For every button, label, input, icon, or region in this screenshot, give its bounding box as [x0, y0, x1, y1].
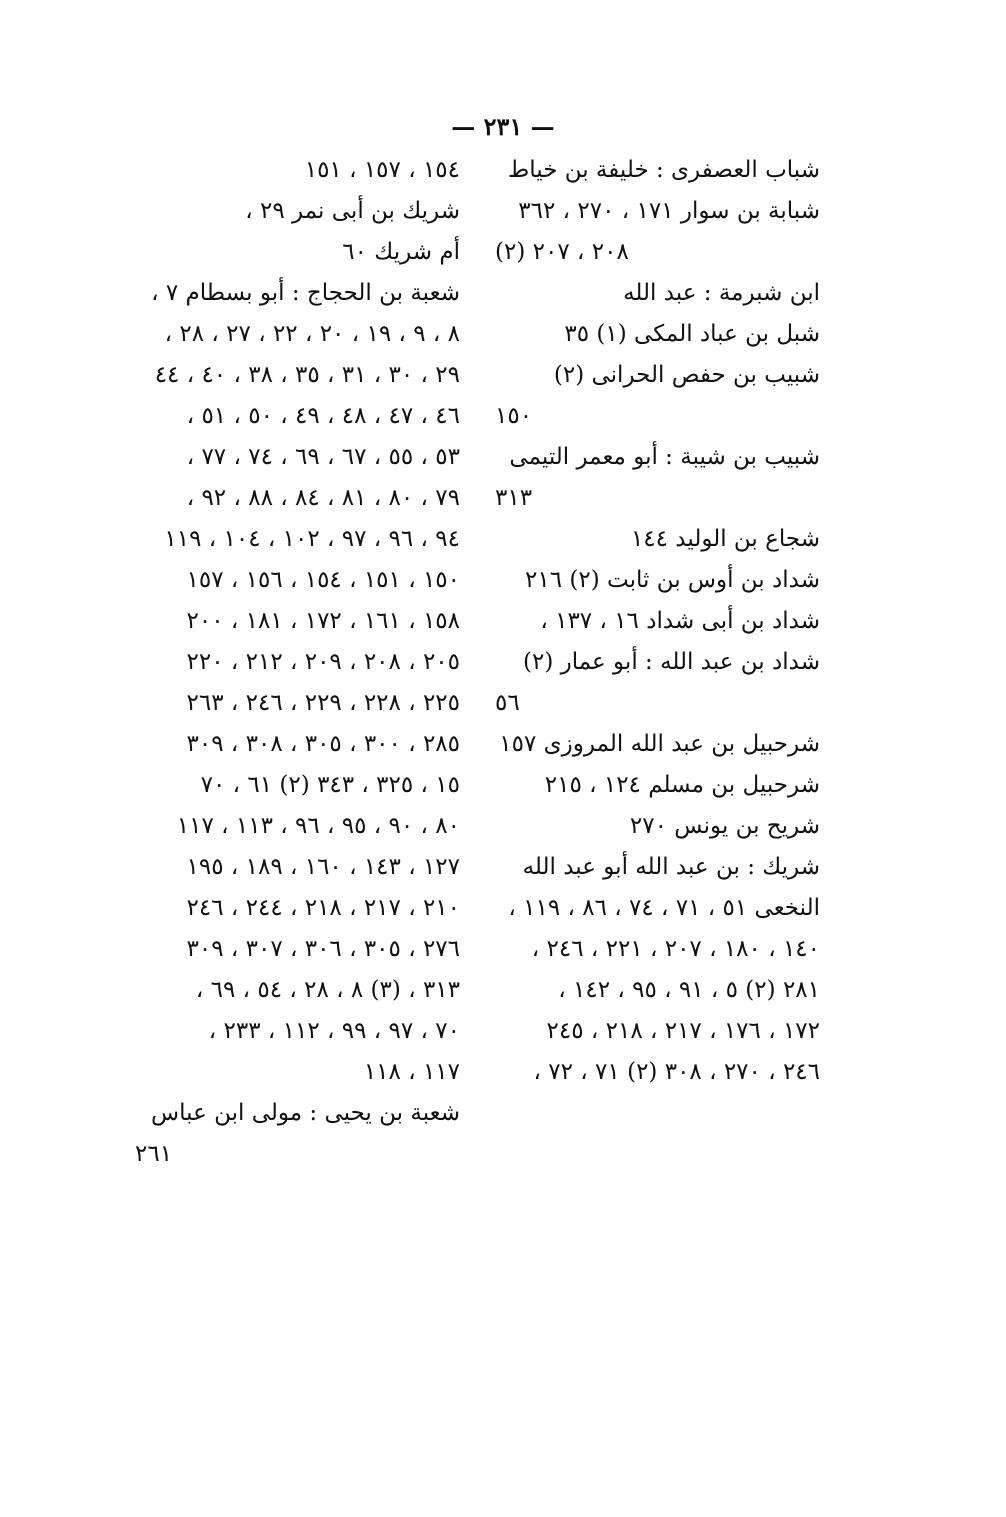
right-column-line: ٣١٣: [495, 485, 533, 511]
right-column-line: شداد بن عبد الله : أبو عمار (٢): [522, 649, 820, 675]
index-column-left: [135, 150, 460, 1175]
left-column-line: ١٢٧ ، ١٤٣ ، ١٦٠ ، ١٨٩ ، ١٩٥: [186, 854, 460, 880]
left-column-line: ٢٦١: [135, 1141, 173, 1167]
right-column-line: ٢٠٨ ، ٢٠٧ (٢): [495, 239, 629, 265]
right-column-line: ٢٤٦ ، ٢٧٠ ، ٣٠٨ (٢) ٧١ ، ٧٢ ،: [533, 1059, 820, 1085]
right-column-line: ٢٨١ (٢) ٥ ، ٩١ ، ٩٥ ، ١٤٢ ،: [558, 977, 820, 1003]
right-column-line: ١٥٠: [495, 403, 533, 429]
right-column-line: ١٤٠ ، ١٨٠ ، ٢٠٧ ، ٢٢١ ، ٢٤٦ ،: [531, 936, 820, 962]
index-column-right: [495, 150, 820, 1093]
right-column-line: شداد بن أوس بن ثابت (٢) ٢١٦: [524, 567, 820, 593]
left-column-line: ٥٣ ، ٥٥ ، ٦٧ ، ٦٩ ، ٧٤ ، ٧٧ ،: [186, 444, 460, 470]
right-column-line: ١٧٢ ، ١٧٦ ، ٢١٧ ، ٢١٨ ، ٢٤٥: [546, 1018, 820, 1044]
left-column-line: أم شريك ٦٠: [342, 239, 460, 265]
left-column-line: شريك بن أبى نمر ٢٩ ،: [245, 198, 460, 224]
left-column-line: ٢١٠ ، ٢١٧ ، ٢١٨ ، ٢٤٤ ، ٢٤٦: [186, 895, 460, 921]
left-column-line: ٨ ، ٩ ، ١٩ ، ٢٠ ، ٢٢ ، ٢٧ ، ٢٨ ،: [164, 321, 460, 347]
left-column-line: ٣١٣ ، (٣) ٨ ، ٢٨ ، ٥٤ ، ٦٩ ،: [195, 977, 460, 1003]
page-number: — ٢٣١ —: [451, 112, 555, 141]
left-column-line: ٢٩ ، ٣٠ ، ٣١ ، ٣٥ ، ٣٨ ، ٤٠ ، ٤٤: [154, 362, 460, 388]
right-column-line: شجاع بن الوليد ١٤٤: [630, 526, 820, 552]
left-column-line: شعبة بن الحجاج : أبو بسطام ٧ ،: [151, 280, 460, 306]
left-column-line: ٨٠ ، ٩٠ ، ٩٥ ، ٩٦ ، ١١٣ ، ١١٧: [176, 813, 460, 839]
left-column-line: ١٥٤ ، ١٥٧ ، ١٥١: [304, 157, 460, 183]
left-column-line: ٢٧٦ ، ٣٠٥ ، ٣٠٦ ، ٣٠٧ ، ٣٠٩: [186, 936, 460, 962]
left-column-line: شعبة بن يحيى : مولى ابن عباس: [151, 1100, 460, 1126]
right-column-line: النخعى ٥١ ، ٧١ ، ٧٤ ، ٨٦ ، ١١٩ ،: [508, 895, 820, 921]
left-column-line: ١١٧ ، ١١٨: [363, 1059, 460, 1085]
right-column-line: شداد بن أبى شداد ١٦ ، ١٣٧ ،: [540, 608, 820, 634]
left-column-line: ٧٠ ، ٩٧ ، ٩٩ ، ١١٢ ، ٢٣٣ ،: [208, 1018, 460, 1044]
right-column-line: شريك : بن عبد الله أبو عبد الله: [522, 854, 820, 880]
left-column-line: ٢٨٥ ، ٣٠٠ ، ٣٠٥ ، ٣٠٨ ، ٣٠٩: [186, 731, 460, 757]
right-column-line: شريح بن يونس ٢٧٠: [629, 813, 820, 839]
right-column-line: شرحبيل بن مسلم ١٢٤ ، ٢١٥: [544, 772, 820, 798]
right-column-line: شبيب بن شيبة : أبو معمر التيمى: [509, 444, 820, 470]
left-column-line: ٢٠٥ ، ٢٠٨ ، ٢٠٩ ، ٢١٢ ، ٢٢٠: [186, 649, 460, 675]
left-column-line: ٤٦ ، ٤٧ ، ٤٨ ، ٤٩ ، ٥٠ ، ٥١ ،: [186, 403, 460, 429]
left-column-line: ٢٢٥ ، ٢٢٨ ، ٢٢٩ ، ٢٤٦ ، ٢٦٣: [186, 690, 460, 716]
right-column-line: ابن شبرمة : عبد الله: [623, 280, 820, 306]
right-column-line: شبيب بن حفص الحرانى (٢): [553, 362, 820, 388]
left-column-line: ١٥٠ ، ١٥١ ، ١٥٤ ، ١٥٦ ، ١٥٧: [186, 567, 460, 593]
right-column-line: شباب العصفرى : خليفة بن خياط: [507, 157, 820, 183]
right-column-line: شبابة بن سوار ١٧١ ، ٢٧٠ ، ٣٦٢: [518, 198, 820, 224]
right-column-line: شبل بن عباد المكى (١) ٣٥: [564, 321, 820, 347]
right-column-line: ٥٦: [495, 690, 520, 716]
left-column-line: ٧٩ ، ٨٠ ، ٨١ ، ٨٤ ، ٨٨ ، ٩٢ ،: [186, 485, 460, 511]
left-column-line: ٩٤ ، ٩٦ ، ٩٧ ، ١٠٢ ، ١٠٤ ، ١١٩: [164, 526, 460, 552]
right-column-line: شرحبيل بن عبد الله المروزى ١٥٧: [499, 731, 820, 757]
left-column-line: ١٥٨ ، ١٦١ ، ١٧٢ ، ١٨١ ، ٢٠٠: [186, 608, 460, 634]
left-column-line: ١٥ ، ٣٢٥ ، ٣٤٣ (٢) ٦١ ، ٧٠: [200, 772, 460, 798]
